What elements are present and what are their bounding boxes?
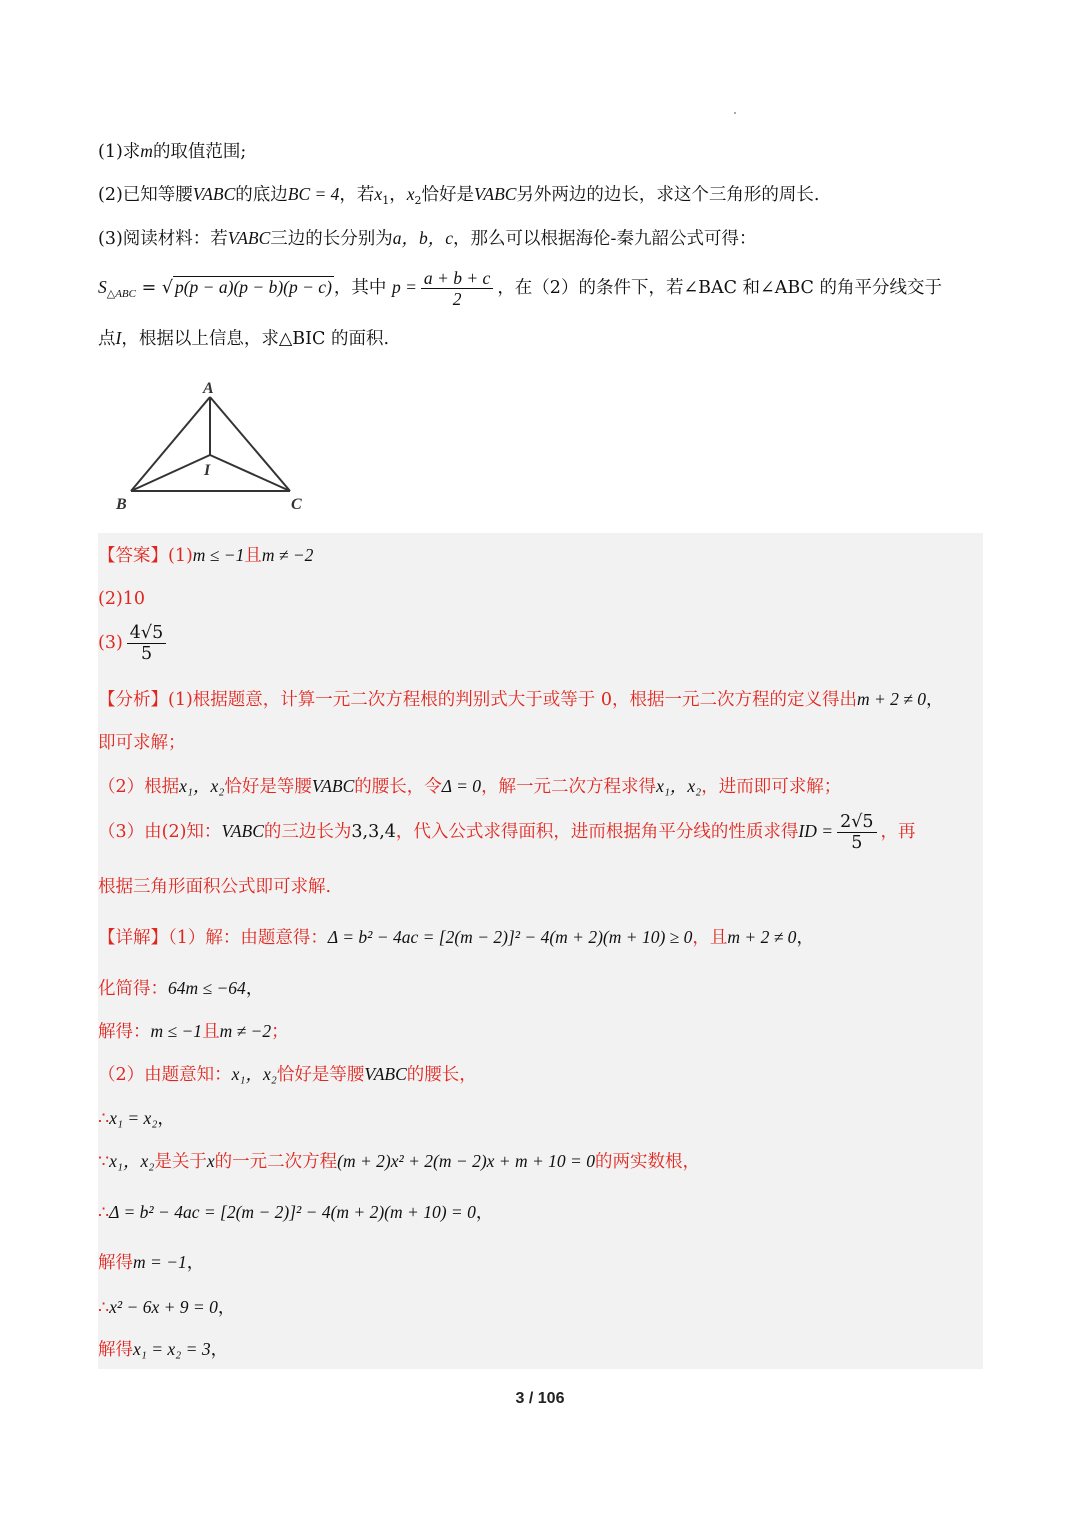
analysis-l4-b: 的三边长为 xyxy=(263,822,352,842)
q2-bc: BC = 4 xyxy=(287,184,340,204)
analysis-l1-math: m + 2 ≠ 0 xyxy=(856,689,927,709)
analysis-l1: (1)根据题意，计算一元二次方程根的判别式大于或等于 0，根据一元二次方程的定义得出 xyxy=(168,690,857,710)
detail-line-7 xyxy=(98,1200,493,1225)
answer-tag: 【答案】 xyxy=(98,546,168,566)
detail-l8-b: ， xyxy=(186,1253,205,1273)
formula-mid: ，其中 xyxy=(333,278,387,298)
speck-mark xyxy=(734,112,736,114)
detail-l6-x: x₁，x₂ xyxy=(109,1151,155,1171)
detail-l5-b: ， xyxy=(157,1109,175,1129)
detail-l3-and: 且 xyxy=(202,1022,220,1042)
q2-suffix: 另外两边的边长，求这个三角形的周长. xyxy=(516,185,820,205)
analysis-l4-a: （3）由(2)知： xyxy=(98,822,222,842)
question-2: (2)已知等腰VABC的底边BC = 4，若$x_1$，$x_2$恰好是VABC另外两边的边长，求这个三角形的周长. xyxy=(98,184,820,207)
analysis-l3-e: ，进而即可求解； xyxy=(701,777,842,797)
p-denominator: 2 xyxy=(452,289,462,309)
formula-sqrt-body: p(p − a)(p − b)(p − c) xyxy=(174,277,332,297)
edge-ab xyxy=(131,397,210,491)
detail-l1-math2: m + 2 ≠ 0 xyxy=(727,927,797,947)
detail-l3-math: m ≤ −1 xyxy=(150,1021,203,1041)
analysis-line-4 xyxy=(98,812,916,853)
point-i: I xyxy=(115,328,122,348)
formula-s-sub: △ABC xyxy=(106,288,136,300)
answer-3-den: 5 xyxy=(140,644,153,664)
q1-suffix: 的取值范围; xyxy=(152,142,247,162)
q1-prefix: (1)求 xyxy=(98,142,141,162)
page-number: 3 / 106 xyxy=(515,1390,565,1407)
detail-l6-b: 是关于 xyxy=(154,1152,207,1172)
answer-3-num: 4√5 xyxy=(127,623,166,644)
heron-formula-line xyxy=(98,266,942,315)
q3-suffix: ，那么可以根据海伦-秦九韶公式可得： xyxy=(453,229,757,249)
question-1 xyxy=(98,139,246,164)
analysis-l3-d: ，解一元二次方程求得 xyxy=(481,777,657,797)
q2-prefix: (2)已知等腰 xyxy=(98,185,193,205)
detail-line-3 xyxy=(98,1019,289,1044)
detail-l4-b: 恰好是等腰 xyxy=(276,1065,365,1085)
question-point-line xyxy=(98,326,389,351)
detail-l2-math: 64m ≤ −64 xyxy=(168,978,246,998)
detail-line-6 xyxy=(98,1149,700,1174)
answer-line-1 xyxy=(98,543,313,568)
q3-mid1: 三边的长分别为 xyxy=(270,229,393,249)
q3-prefix: (3)阅读材料：若 xyxy=(98,229,228,249)
q3-abc: a，b，c xyxy=(392,228,454,248)
detail-l2-a: 化简得： xyxy=(98,979,168,999)
detail-l6-a: ∵ xyxy=(98,1152,110,1172)
analysis-l4-den: 5 xyxy=(851,833,863,853)
detail-l10-b: ， xyxy=(210,1340,229,1360)
analysis-l3-x: x₁，x₂ xyxy=(179,776,225,796)
segment-bi xyxy=(131,455,210,491)
analysis-l4-sides: 3,3,4 xyxy=(351,822,396,842)
formula-eq: = xyxy=(141,278,157,298)
analysis-l4-fraction xyxy=(837,812,876,853)
detail-l4-a: （2）由题意知： xyxy=(98,1065,232,1085)
detail-l8-math: m = −1 xyxy=(133,1252,187,1272)
detail-l10-math: x₁ = x₂ = 3 xyxy=(133,1339,211,1359)
answer-2: (2)10 xyxy=(98,589,146,609)
analysis-l1-end: ， xyxy=(926,690,944,710)
analysis-tag: 【分析】 xyxy=(98,690,168,710)
point-suffix: ，根据以上信息，求△BIC 的面积. xyxy=(121,329,390,349)
analysis-l3-delta: Δ = 0 xyxy=(441,776,482,796)
detail-l9-b: ， xyxy=(217,1298,236,1318)
detail-l4-x: x₁，x₂ xyxy=(231,1064,277,1084)
label-i: I xyxy=(204,462,211,479)
answer-line-2 xyxy=(98,587,145,611)
q2-x2: x xyxy=(406,184,415,204)
detail-line-4 xyxy=(98,1062,477,1087)
analysis-l3-a: （2）根据 xyxy=(98,777,180,797)
q2-mid2: ，若 xyxy=(339,185,375,205)
detail-line-9 xyxy=(98,1295,235,1320)
analysis-l2: 即可求解； xyxy=(98,733,186,753)
detail-l2-b: ， xyxy=(245,979,264,999)
q2-mid3: 恰好是 xyxy=(421,185,474,205)
triangle-figure xyxy=(108,375,318,515)
answer-1-prefix: (1) xyxy=(168,546,193,566)
detail-l5-math: x₁ = x₂ xyxy=(109,1108,158,1128)
detail-l9-math: x² − 6x + 9 = 0 xyxy=(109,1297,218,1317)
detail-line-2 xyxy=(98,976,263,1001)
detail-l7-a: ∴ xyxy=(98,1203,110,1223)
analysis-l3-x2: x₁，x₂ xyxy=(656,776,702,796)
analysis-line-3 xyxy=(98,774,841,799)
analysis-l3-c: 的腰长，令 xyxy=(354,777,442,797)
p-numerator: a + b + c xyxy=(421,268,493,289)
answer-1-and: 且 xyxy=(244,546,262,566)
detail-l4-c: 的腰长， xyxy=(406,1065,477,1085)
analysis-l4-c: ，代入公式求得面积，进而根据角平分线的性质求得 xyxy=(395,822,799,842)
detail-l3-a: 解得： xyxy=(98,1022,151,1042)
detail-line-10 xyxy=(98,1337,228,1362)
q2-mid1: 的底边 xyxy=(235,185,288,205)
detail-l1-c: ， xyxy=(796,928,814,948)
detail-line-5 xyxy=(98,1106,175,1131)
analysis-l4-tri: VABC xyxy=(221,821,264,841)
detail-line-1 xyxy=(98,925,814,950)
q3-tri: VABC xyxy=(227,228,271,248)
solution-panel xyxy=(98,533,983,1369)
detail-l8-a: 解得 xyxy=(98,1253,133,1273)
question-3 xyxy=(98,226,756,251)
analysis-l4-d: ，再 xyxy=(880,822,916,842)
detail-tag: 【详解】 xyxy=(98,928,168,948)
analysis-line-5 xyxy=(98,875,331,899)
analysis-line-1 xyxy=(98,687,944,712)
q2-x1: x xyxy=(374,184,383,204)
detail-l5-a: ∴ xyxy=(98,1109,110,1129)
formula-p-fraction xyxy=(421,268,493,309)
answer-3-fraction xyxy=(127,623,166,664)
detail-l10-a: 解得 xyxy=(98,1340,133,1360)
q2-tri2: VABC xyxy=(473,184,517,204)
detail-l6-d: 的两实数根， xyxy=(595,1152,700,1172)
detail-l1-b: ，且 xyxy=(692,928,728,948)
answer-1-math2: m ≠ −2 xyxy=(261,545,314,565)
detail-l4-tri: VABC xyxy=(364,1064,407,1084)
formula-suffix: ，在（2）的条件下，若∠BAC 和∠ABC 的角平分线交于 xyxy=(497,278,942,298)
q1-var: m xyxy=(140,141,153,161)
label-c: C xyxy=(291,496,302,513)
point-prefix: 点 xyxy=(98,329,116,349)
analysis-l3-b: 恰好是等腰 xyxy=(224,777,312,797)
analysis-l5: 根据三角形面积公式即可求解. xyxy=(98,877,332,897)
detail-l1-math: Δ = b² − 4ac = [2(m − 2)]² − 4(m + 2)(m + 10) ≥ 0 xyxy=(327,927,693,947)
detail-l9-a: ∴ xyxy=(98,1298,110,1318)
answer-line-3 xyxy=(98,623,170,664)
detail-l7-math: Δ = b² − 4ac = [2(m − 2)]² − 4(m + 2)(m + 10) = 0 xyxy=(109,1202,476,1222)
q2-sep: ， xyxy=(389,185,407,205)
detail-l3-b: ； xyxy=(271,1022,289,1042)
segment-ci xyxy=(210,455,290,491)
detail-l7-b: ， xyxy=(475,1203,494,1223)
q2-tri: VABC xyxy=(192,184,236,204)
formula-s: S xyxy=(98,277,107,297)
analysis-l3-tri: VABC xyxy=(311,776,355,796)
answer-1-math1: m ≤ −1 xyxy=(192,545,245,565)
analysis-l4-id: ID = xyxy=(798,821,834,841)
detail-l1-a: （1）解：由题意得： xyxy=(168,928,328,948)
formula-p: p = xyxy=(391,277,417,297)
detail-l6-eq: (m + 2)x² + 2(m − 2)x + m + 10 = 0 xyxy=(337,1151,595,1171)
detail-l6-var: x xyxy=(206,1151,215,1171)
analysis-line-2 xyxy=(98,731,186,755)
detail-line-8 xyxy=(98,1250,204,1275)
edge-ac xyxy=(210,397,290,491)
detail-l6-c: 的一元二次方程 xyxy=(214,1152,338,1172)
label-a: A xyxy=(203,380,214,397)
analysis-l4-num: 2√5 xyxy=(837,812,876,833)
answer-3-prefix: (3) xyxy=(98,633,123,653)
detail-l3-math2: m ≠ −2 xyxy=(219,1021,272,1041)
sqrt-symbol: √ xyxy=(161,278,173,298)
label-b: B xyxy=(116,496,127,513)
